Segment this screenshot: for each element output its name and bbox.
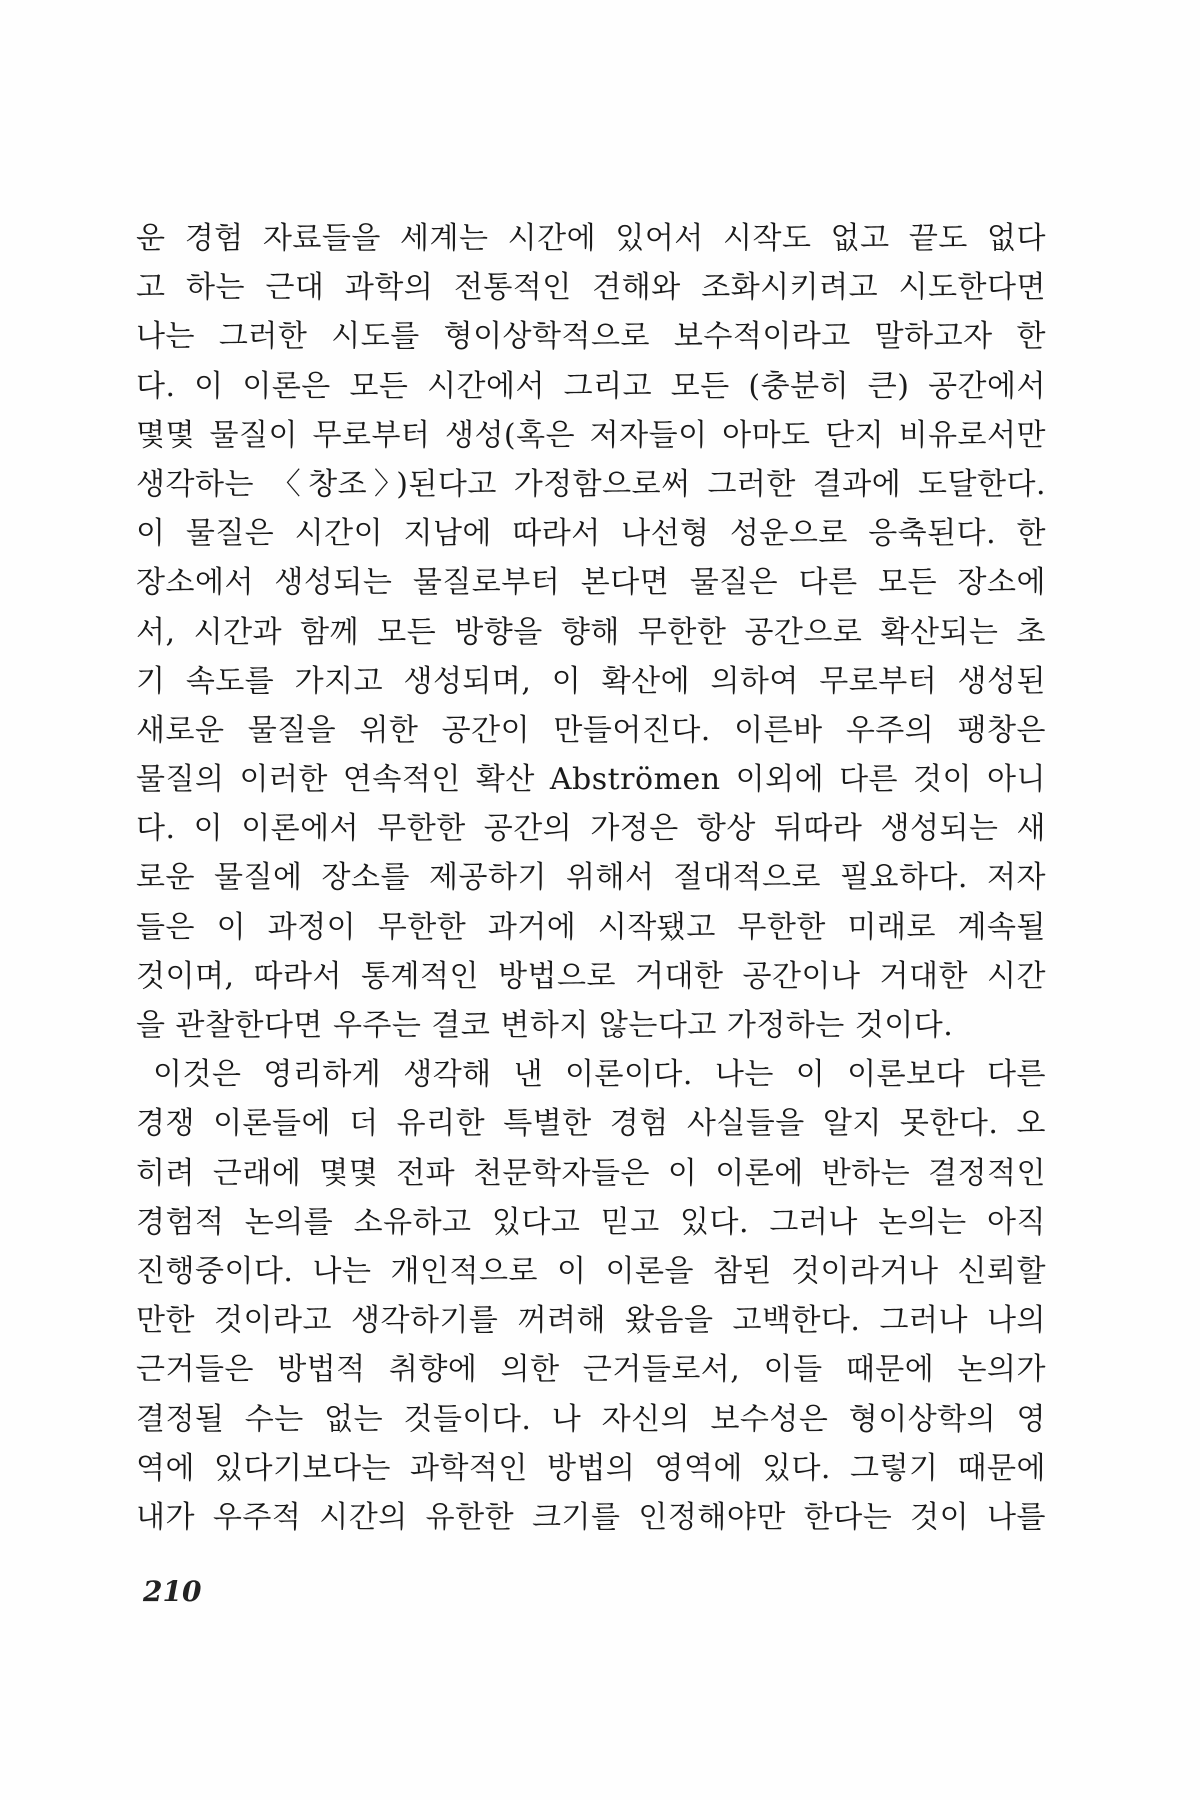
text-line: 근거들은 방법적 취향에 의한 근거들로서, 이들 때문에 논의가 (136, 1352, 1046, 1388)
text-line: 경쟁 이론들에 더 유리한 특별한 경험 사실들을 알지 못한다. 오 (136, 1106, 1046, 1142)
text-line: 물질의 이러한 연속적인 확산 Abströmen 이외에 다른 것이 아니 (136, 762, 1046, 798)
text-line: 기 속도를 가지고 생성되며, 이 확산에 의하여 무로부터 생성된 (136, 663, 1046, 699)
text-line: 이 물질은 시간이 지남에 따라서 나선형 성운으로 응축된다. 한 (136, 516, 1046, 552)
text-line: 역에 있다기보다는 과학적인 방법의 영역에 있다. 그렇기 때문에 (136, 1450, 1046, 1486)
text-line: 결정될 수는 없는 것들이다. 나 자신의 보수성은 형이상학의 영 (136, 1401, 1046, 1437)
text-line: 몇몇 물질이 무로부터 생성(혹은 저자들이 아마도 단지 비유로서만 (136, 417, 1046, 453)
text-line: 을 관찰한다면 우주는 결코 변하지 않는다고 가정하는 것이다. (136, 1008, 954, 1043)
text-line: 진행중이다. 나는 개인적으로 이 이론을 참된 것이라거나 신뢰할 (136, 1253, 1046, 1289)
text-line: 다. 이 이론에서 무한한 공간의 가정은 항상 뒤따라 생성되는 새 (136, 811, 1046, 847)
text-line: 것이며, 따라서 통계적인 방법으로 거대한 공간이나 거대한 시간 (136, 958, 1046, 994)
page-number: 210 (143, 1575, 202, 1608)
text-line: 들은 이 과정이 무한한 과거에 시작됐고 무한한 미래로 계속될 (136, 909, 1046, 945)
text-line: 다. 이 이론은 모든 시간에서 그리고 모든 (충분히 큰) 공간에서 (136, 368, 1046, 404)
text-line: 로운 물질에 장소를 제공하기 위해서 절대적으로 필요하다. 저자 (136, 860, 1046, 896)
text-line: 장소에서 생성되는 물질로부터 본다면 물질은 다른 모든 장소에 (136, 565, 1046, 601)
text-line: 내가 우주적 시간의 유한한 크기를 인정해야만 한다는 것이 나를 (136, 1499, 1046, 1535)
text-line: 생각하는 〈창조〉)된다고 가정함으로써 그러한 결과에 도달한다. (136, 466, 1046, 502)
text-line: 이것은 영리하게 생각해 낸 이론이다. 나는 이 이론보다 다른 (153, 1057, 1046, 1093)
text-line: 고 하는 근대 과학의 전통적인 견해와 조화시키려고 시도한다면 (136, 270, 1046, 306)
text-line: 운 경험 자료들을 세계는 시간에 있어서 시작도 없고 끝도 없다 (136, 221, 1046, 256)
text-line: 히려 근래에 몇몇 전파 천문학자들은 이 이론에 반하는 결정적인 (136, 1155, 1046, 1191)
text-line: 만한 것이라고 생각하기를 꺼려해 왔음을 고백한다. 그러나 나의 (136, 1303, 1046, 1339)
text-line: 나는 그러한 시도를 형이상학적으로 보수적이라고 말하고자 한 (136, 319, 1046, 355)
body-text (136, 214, 1046, 1542)
text-line: 경험적 논의를 소유하고 있다고 믿고 있다. 그러나 논의는 아직 (136, 1204, 1046, 1240)
text-line: 서, 시간과 함께 모든 방향을 향해 무한한 공간으로 확산되는 초 (136, 614, 1046, 650)
text-line: 새로운 물질을 위한 공간이 만들어진다. 이른바 우주의 팽창은 (136, 712, 1046, 748)
